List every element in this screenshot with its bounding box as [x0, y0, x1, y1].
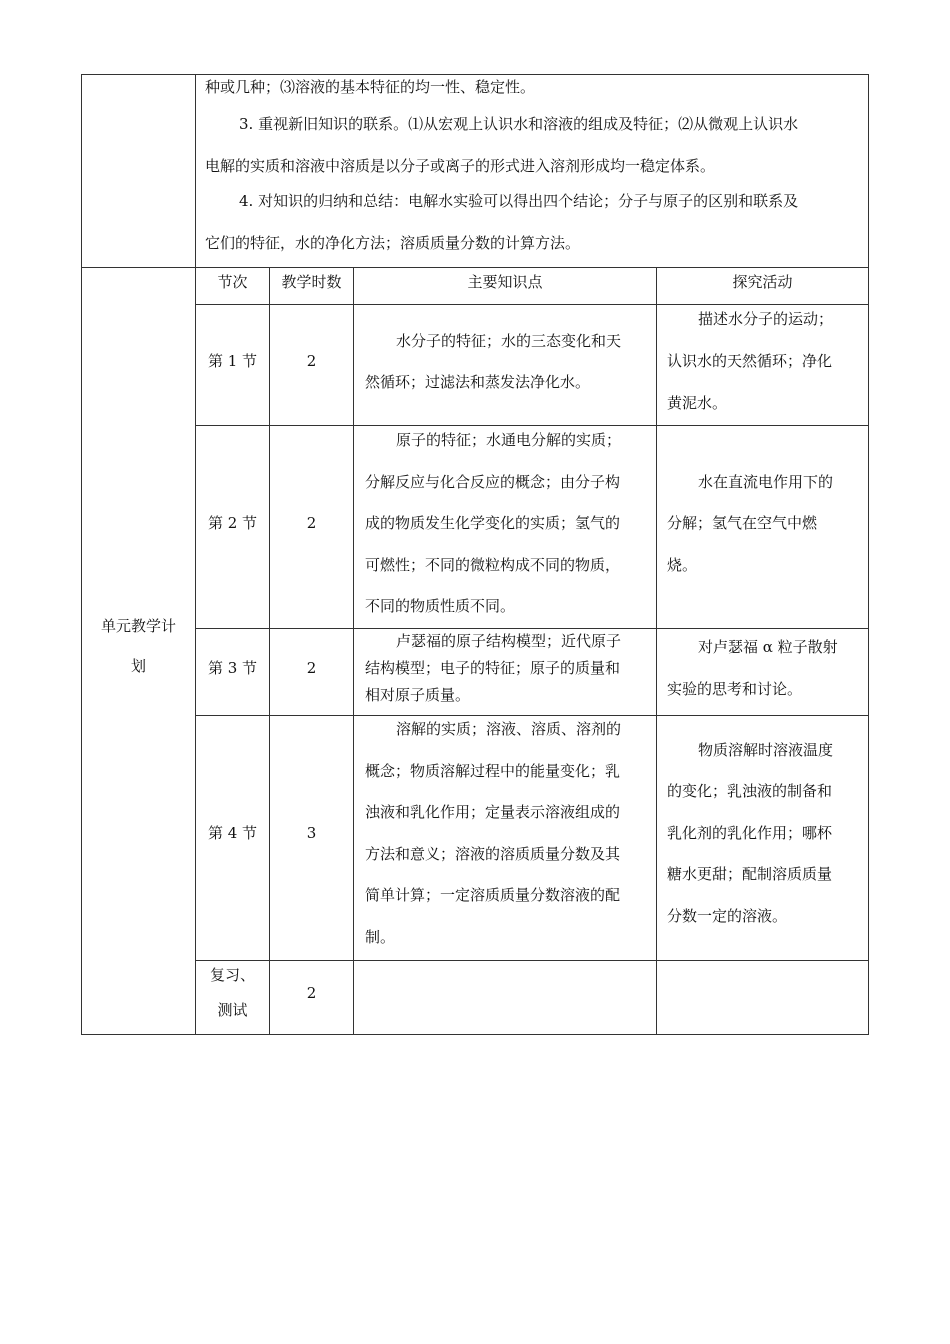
point-4-line-1: 4. 对知识的归纳和总结：电解水实验可以得出四个结论；分子与原子的区别和联系及 [239, 192, 799, 210]
border-right [868, 74, 869, 1035]
divider-col-hours [269, 267, 270, 1035]
divider-row-1 [195, 425, 869, 426]
divider-row-4 [195, 960, 869, 961]
divider-label-col [195, 74, 196, 1035]
header-hours: 教学时数 [281, 273, 342, 291]
point-3-line-1: 3. 重视新旧知识的联系。⑴从宏观上认识水和溶液的组成及特征；⑵从微观上认识水 [239, 115, 799, 133]
divider-row-3 [195, 715, 869, 716]
header-activity: 探究活动 [732, 273, 793, 291]
row-4-activity-line-4: 糖水更甜；配制溶质质量 [667, 865, 833, 883]
row-4-knowledge-line-1: 溶解的实质；溶液、溶质、溶剂的 [396, 720, 622, 738]
row-4-knowledge-line-5: 简单计算；一定溶质质量分数溶液的配 [365, 886, 621, 904]
row-5-section-line-2: 测试 [217, 1001, 248, 1019]
row-3-knowledge-line-1: 卢瑟福的原子结构模型；近代原子 [396, 632, 622, 650]
row-2-knowledge-line-3: 成的物质发生化学变化的实质；氢气的 [365, 514, 621, 532]
border-left [81, 74, 82, 1035]
row-4-hours: 3 [306, 824, 317, 842]
row-2-section: 第 2 节 [207, 514, 258, 532]
row-4-activity-line-3: 乳化剂的乳化作用；哪杯 [667, 824, 833, 842]
row-4-activity-line-1: 物质溶解时溶液温度 [698, 741, 834, 759]
row-4-knowledge-line-6: 制。 [365, 928, 396, 946]
row-4-knowledge-line-4: 方法和意义；溶液的溶质质量分数及其 [365, 845, 621, 863]
row-2-hours: 2 [306, 514, 317, 532]
row-2-knowledge-line-5: 不同的物质性质不同。 [365, 597, 516, 615]
row-3-activity-line-1: 对卢瑟福 α 粒子散射 [698, 638, 838, 656]
row-3-hours: 2 [306, 659, 317, 677]
row-2-activity-line-2: 分解；氢气在空气中燃 [667, 514, 818, 532]
row-2-knowledge-line-2: 分解反应与化合反应的概念；由分子构 [365, 473, 621, 491]
row-1-activity-line-1: 描述水分子的运动； [698, 310, 834, 328]
row-4-knowledge-line-3: 浊液和乳化作用；定量表示溶液组成的 [365, 803, 621, 821]
continuation-line-1: 种或几种；⑶溶液的基本特征的均一性、稳定性。 [205, 78, 536, 96]
divider-col-activity [656, 267, 657, 1035]
point-3-line-2: 电解的实质和溶液中溶质是以分子或离子的形式进入溶剂形成均一稳定体系。 [205, 157, 716, 175]
row-4-section: 第 4 节 [207, 824, 258, 842]
row-3-section: 第 3 节 [207, 659, 258, 677]
row-5-section-line-1: 复习、 [209, 966, 255, 984]
row-4-activity-line-2: 的变化；乳浊液的制备和 [667, 782, 833, 800]
row-1-section: 第 1 节 [207, 352, 258, 370]
row-3-knowledge-line-3: 相对原子质量。 [365, 686, 471, 704]
row-3-knowledge-line-2: 结构模型；电子的特征；原子的质量和 [365, 659, 621, 677]
divider-header [195, 304, 869, 305]
divider-row-2 [195, 628, 869, 629]
row-3-activity-line-2: 实验的思考和讨论。 [667, 680, 803, 698]
row-1-hours: 2 [306, 352, 317, 370]
row-1-knowledge-line-2: 然循环；过滤法和蒸发法净化水。 [365, 373, 591, 391]
row-1-activity-line-2: 认识水的天然循环；净化 [667, 352, 833, 370]
row-1-knowledge-line-1: 水分子的特征；水的三态变化和天 [396, 332, 622, 350]
row-1-activity-line-3: 黄泥水。 [667, 394, 728, 412]
row-2-knowledge-line-4: 可燃性；不同的微粒构成不同的物质， [365, 556, 621, 574]
row-5-hours: 2 [306, 984, 317, 1002]
plan-label-line-1: 单元教学计 [100, 617, 176, 635]
divider-continuation [81, 267, 869, 268]
row-4-knowledge-line-2: 概念；物质溶解过程中的能量变化；乳 [365, 762, 621, 780]
header-knowledge: 主要知识点 [467, 273, 543, 291]
border-top [81, 74, 869, 75]
divider-col-knowledge [353, 267, 354, 1035]
row-2-activity-line-1: 水在直流电作用下的 [698, 473, 834, 491]
plan-label-line-2: 划 [130, 657, 146, 675]
header-section: 节次 [217, 273, 248, 291]
row-2-activity-line-3: 烧。 [667, 556, 698, 574]
row-2-knowledge-line-1: 原子的特征；水通电分解的实质； [396, 431, 622, 449]
row-4-activity-line-5: 分数一定的溶液。 [667, 907, 788, 925]
border-bottom [81, 1034, 869, 1035]
point-4-line-2: 它们的特征，水的净化方法；溶质质量分数的计算方法。 [205, 234, 581, 252]
